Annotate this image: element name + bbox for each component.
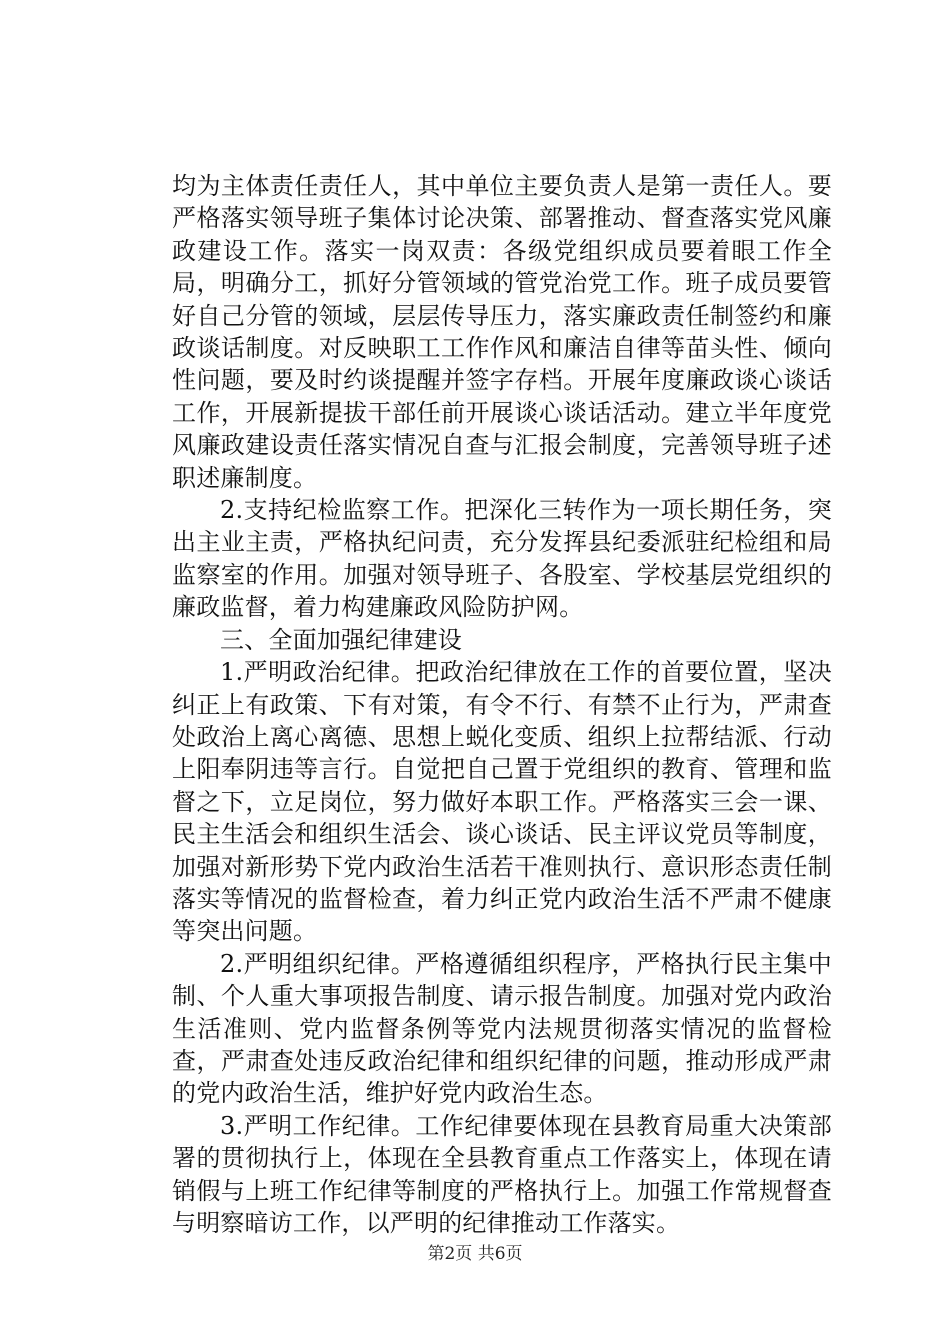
paragraph-work-discipline: 3.严明工作纪律。工作纪律要体现在县教育局重大决策部署的贯彻执行上，体现在全县教育重点工作落实上，体现在请销假与上班工作纪律等制度的严格执行上。加强工作常规督查与明察暗访工作，以严明的纪律推动工作落实。 [172, 1111, 832, 1237]
paragraph-responsibility: 均为主体责任责任人，其中单位主要负责人是第一责任人。要严格落实领导班子集体讨论决策、部署推动、督查落实党风廉政建设工作。落实一岗双责：各级党组织成员要着眼工作全局，明确分工，抓好分管领域的管党治党工作。班子成员要管好自己分管的领域，层层传导压力，落实廉政责任制签约和廉政谈话制度。对反映职工工作作风和廉洁自律等苗头性、倾向性问题，要及时约谈提醒并签字存档。开展年度廉政谈心谈话工作，开展新提拔干部任前开展谈心谈话活动。建立半年度党风廉政建设责任落实情况自查与汇报会制度，完善领导班子述职述廉制度。 [172, 172, 832, 492]
section-heading-discipline: 三、全面加强纪律建设 [220, 625, 462, 654]
document-body [172, 170, 832, 1239]
paragraph-support-discipline-inspection: 2.支持纪检监察工作。把深化三转作为一项长期任务，突出主业主责，严格执纪问责，充分发挥县纪委派驻纪检组和局监察室的作用。加强对领导班子、各股室、学校基层党组织的廉政监督，着力构建廉政风险防护网。 [172, 496, 832, 622]
page-number-footer: 第2页 共6页 [427, 1244, 523, 1264]
paragraph-political-discipline: 1.严明政治纪律。把政治纪律放在工作的首要位置，坚决纠正上有政策、下有对策，有令不行、有禁不止行为，严肃查处政治上离心离德、思想上蜕化变质、组织上拉帮结派、行动上阳奉阴违等言行。自觉把自己置于党组织的教育、管理和监督之下，立足岗位，努力做好本职工作。严格落实三会一课、民主生活会和组织生活会、谈心谈话、民主评议党员等制度，加强对新形势下党内政治生活若干准则执行、意识形态责任制落实等情况的监督检查，着力纠正党内政治生活不严肃不健康等突出问题。 [172, 658, 832, 946]
paragraph-organizational-discipline: 2.严明组织纪律。严格遵循组织程序，严格执行民主集中制、个人重大事项报告制度、请示报告制度。加强对党内政治生活准则、党内监督条例等党内法规贯彻落实情况的监督检查，严肃查处违反政治纪律和组织纪律的问题，推动形成严肃的党内政治生活，维护好党内政治生态。 [172, 949, 832, 1108]
